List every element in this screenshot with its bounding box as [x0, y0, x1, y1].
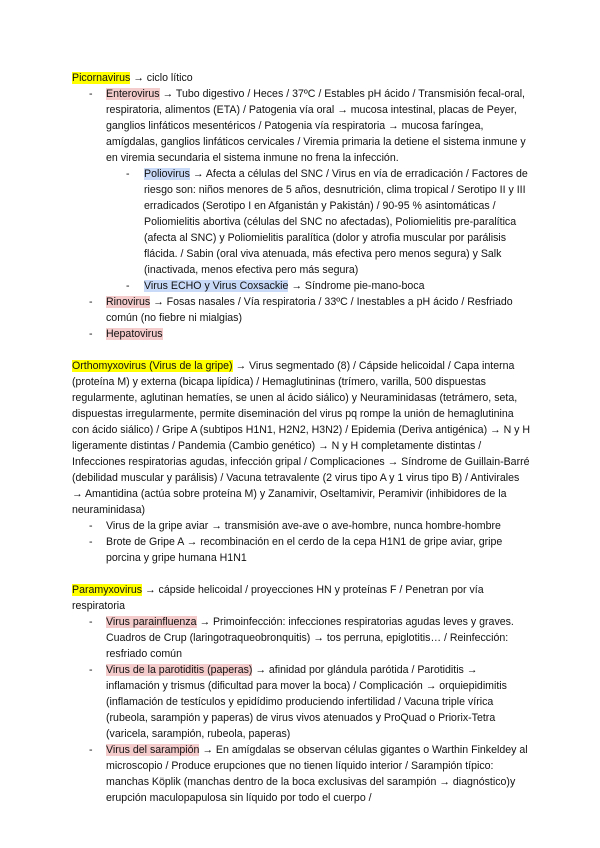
paramyxovirus-paragraph	[72, 582, 532, 614]
picornavirus-heading-rest: → ciclo lítico	[130, 72, 193, 84]
poliovirus-title: Poliovirus	[144, 168, 190, 180]
parotiditis-title: Virus de la parotiditis (paperas)	[106, 664, 253, 676]
list-item-enterovirus	[72, 86, 532, 294]
rinovirus-text: → Fosas nasales / Vía respiratoria / 33ºC / Inestables a pH ácido / Resfriado común (no fiebre ni mialgias)	[106, 296, 513, 324]
sarampion-title: Virus del sarampión	[106, 744, 200, 756]
list-item-gripe-aviar: - Virus de la gripe aviar → transmisión ave-ave o ave-hombre, nunca hombre-hombre	[72, 518, 532, 534]
parainfluenza-text: → Primoinfección: infecciones respiratorias agudas leves y graves. Cuadros de Crup (laringotraqueobronquitis) → tos perruna, epiglotitis… / Reinfección: resfriado común	[106, 616, 514, 660]
paramyxovirus-heading: Paramyxovirus	[72, 584, 143, 596]
paramyxovirus-section	[72, 582, 532, 806]
echo-coxsackie-title: Virus ECHO y Virus Coxsackie	[144, 280, 289, 292]
list-item-parainfluenza	[72, 614, 532, 662]
enterovirus-text: → Tubo digestivo / Heces / 37ºC / Estables pH ácido / Transmisión fecal-oral, respiratoria, alimentos (ETA) / Patogenia vía oral → mucosa intestinal, placas de Peyer, ganglios linfáticos mesentéricos / Patogenia vía respiratoria → mucosa faríngea, amígdalas, ganglios linfáticos cervicales / Viremia primaria la detiene el sistema inmune y en viremia secundaria el sistema inmune no frena la infección.	[106, 88, 526, 164]
orthomyxovirus-text: → Virus segmentado (8) / Cápside helicoidal / Capa interna (proteína M) y externa (bicapa lipídica) / Hemaglutininas (trímero, varilla, 500 dispuestas regularmente, aglutinan hematíes, se unen al ácido siálico) y Neuraminidasas (tetrámero, seta, dispuestas irregularmente, permite diseminación del virus pq rompe la unión de hemaglutinina con ácido siálico) / Gripe A (subtipos H1N1, H2N2, H3N2) / Epidemia (Deriva antigénica) → N y H ligeramente distintas / Pandemia (Cambio genético) → N y H completamente distintas / Infecciones respiratorias agudas, infección gripal / Complicaciones → Síndrome de Guillain-Barré (debilidad muscular y parálisis) / Vacuna tetravalente (2 virus tipo A y 1 virus tipo B) / Antivirales → Amantidina (actúa sobre proteína M) y Zanamivir, Oseltamivir, Peramivir (inhibidores de la neuraminidasa)	[72, 360, 531, 516]
sarampion-text: → En amígdalas se observan células gigantes o Warthin Finkeldey al microscopio / Produce erupciones que no tienen líquido interior / Sarampión típico: manchas Köplik (manchas dentro de la boca exclusivas del sarampión → diagnóstico)y erupción maculopapulosa sin líquido por todo el cuerpo /	[106, 744, 528, 804]
picornavirus-heading-line	[72, 70, 532, 86]
list-item-parotiditis	[72, 662, 532, 742]
orthomyxovirus-paragraph	[72, 358, 532, 518]
orthomyxovirus-list	[72, 518, 532, 566]
enterovirus-title: Enterovirus	[106, 88, 160, 100]
paramyxovirus-list	[72, 614, 532, 806]
rinovirus-title: Rinovirus	[106, 296, 151, 308]
list-item-gripe-a: - Brote de Gripe A → recombinación en el cerdo de la cepa H1N1 de gripe aviar, gripe porcina y gripe humana H1N1	[72, 534, 532, 566]
list-item-sarampion	[72, 742, 532, 806]
parotiditis-text: → afinidad por glándula parótida / Parotiditis → inflamación y trismus (dificultad para mover la boca) / Complicación → orquiepidimitis (inflamación de testículos y epidídimo produciendo infertilidad / Vacuna triple vírica (rubeola, sarampión y paperas) de virus vivos atenuados y ProQuad o Priorix-Tetra (varicela, sarampión, rubeola, paperas)	[106, 664, 507, 740]
echo-coxsackie-text: → Síndrome pie-mano-boca	[288, 280, 425, 292]
list-item-poliovirus	[126, 166, 532, 278]
picornavirus-section	[72, 70, 532, 342]
orthomyxovirus-heading: Orthomyxovirus (Virus de la gripe)	[72, 360, 233, 372]
parainfluenza-title: Virus parainfluenza	[106, 616, 197, 628]
list-item-hepatovirus	[72, 326, 532, 342]
hepatovirus-title: Hepatovirus	[106, 328, 163, 340]
enterovirus-sublist	[126, 166, 532, 294]
orthomyxovirus-section	[72, 358, 532, 566]
picornavirus-heading: Picornavirus	[72, 72, 131, 84]
list-item-echo-coxsackie	[126, 278, 532, 294]
poliovirus-text: → Afecta a células del SNC / Virus en vía de erradicación / Factores de riesgo son: niños menores de 5 años, desnutrición, clima tropical / Serotipo II y III erradicados (Serotipo I en Afganistán y Pakistán) / 90-95 % asintomáticas / Poliomielitis abortiva (células del SNC no afectadas), Poliomielitis pre-paralítica (afecta al SNC) y Poliomielitis paralítica (dolor y atrofia muscular por parálisis flácida. / Sabin (oral viva atenuada, más efectiva pero menos segura) y Salk (inactivada, menos efectiva pero más segura)	[144, 168, 528, 276]
paramyxovirus-text: → cápside helicoidal / proyecciones HN y proteínas F / Penetran por vía respiratoria	[72, 584, 484, 612]
picornavirus-list	[72, 86, 532, 342]
document-page	[72, 70, 532, 822]
list-item-rinovirus	[72, 294, 532, 326]
